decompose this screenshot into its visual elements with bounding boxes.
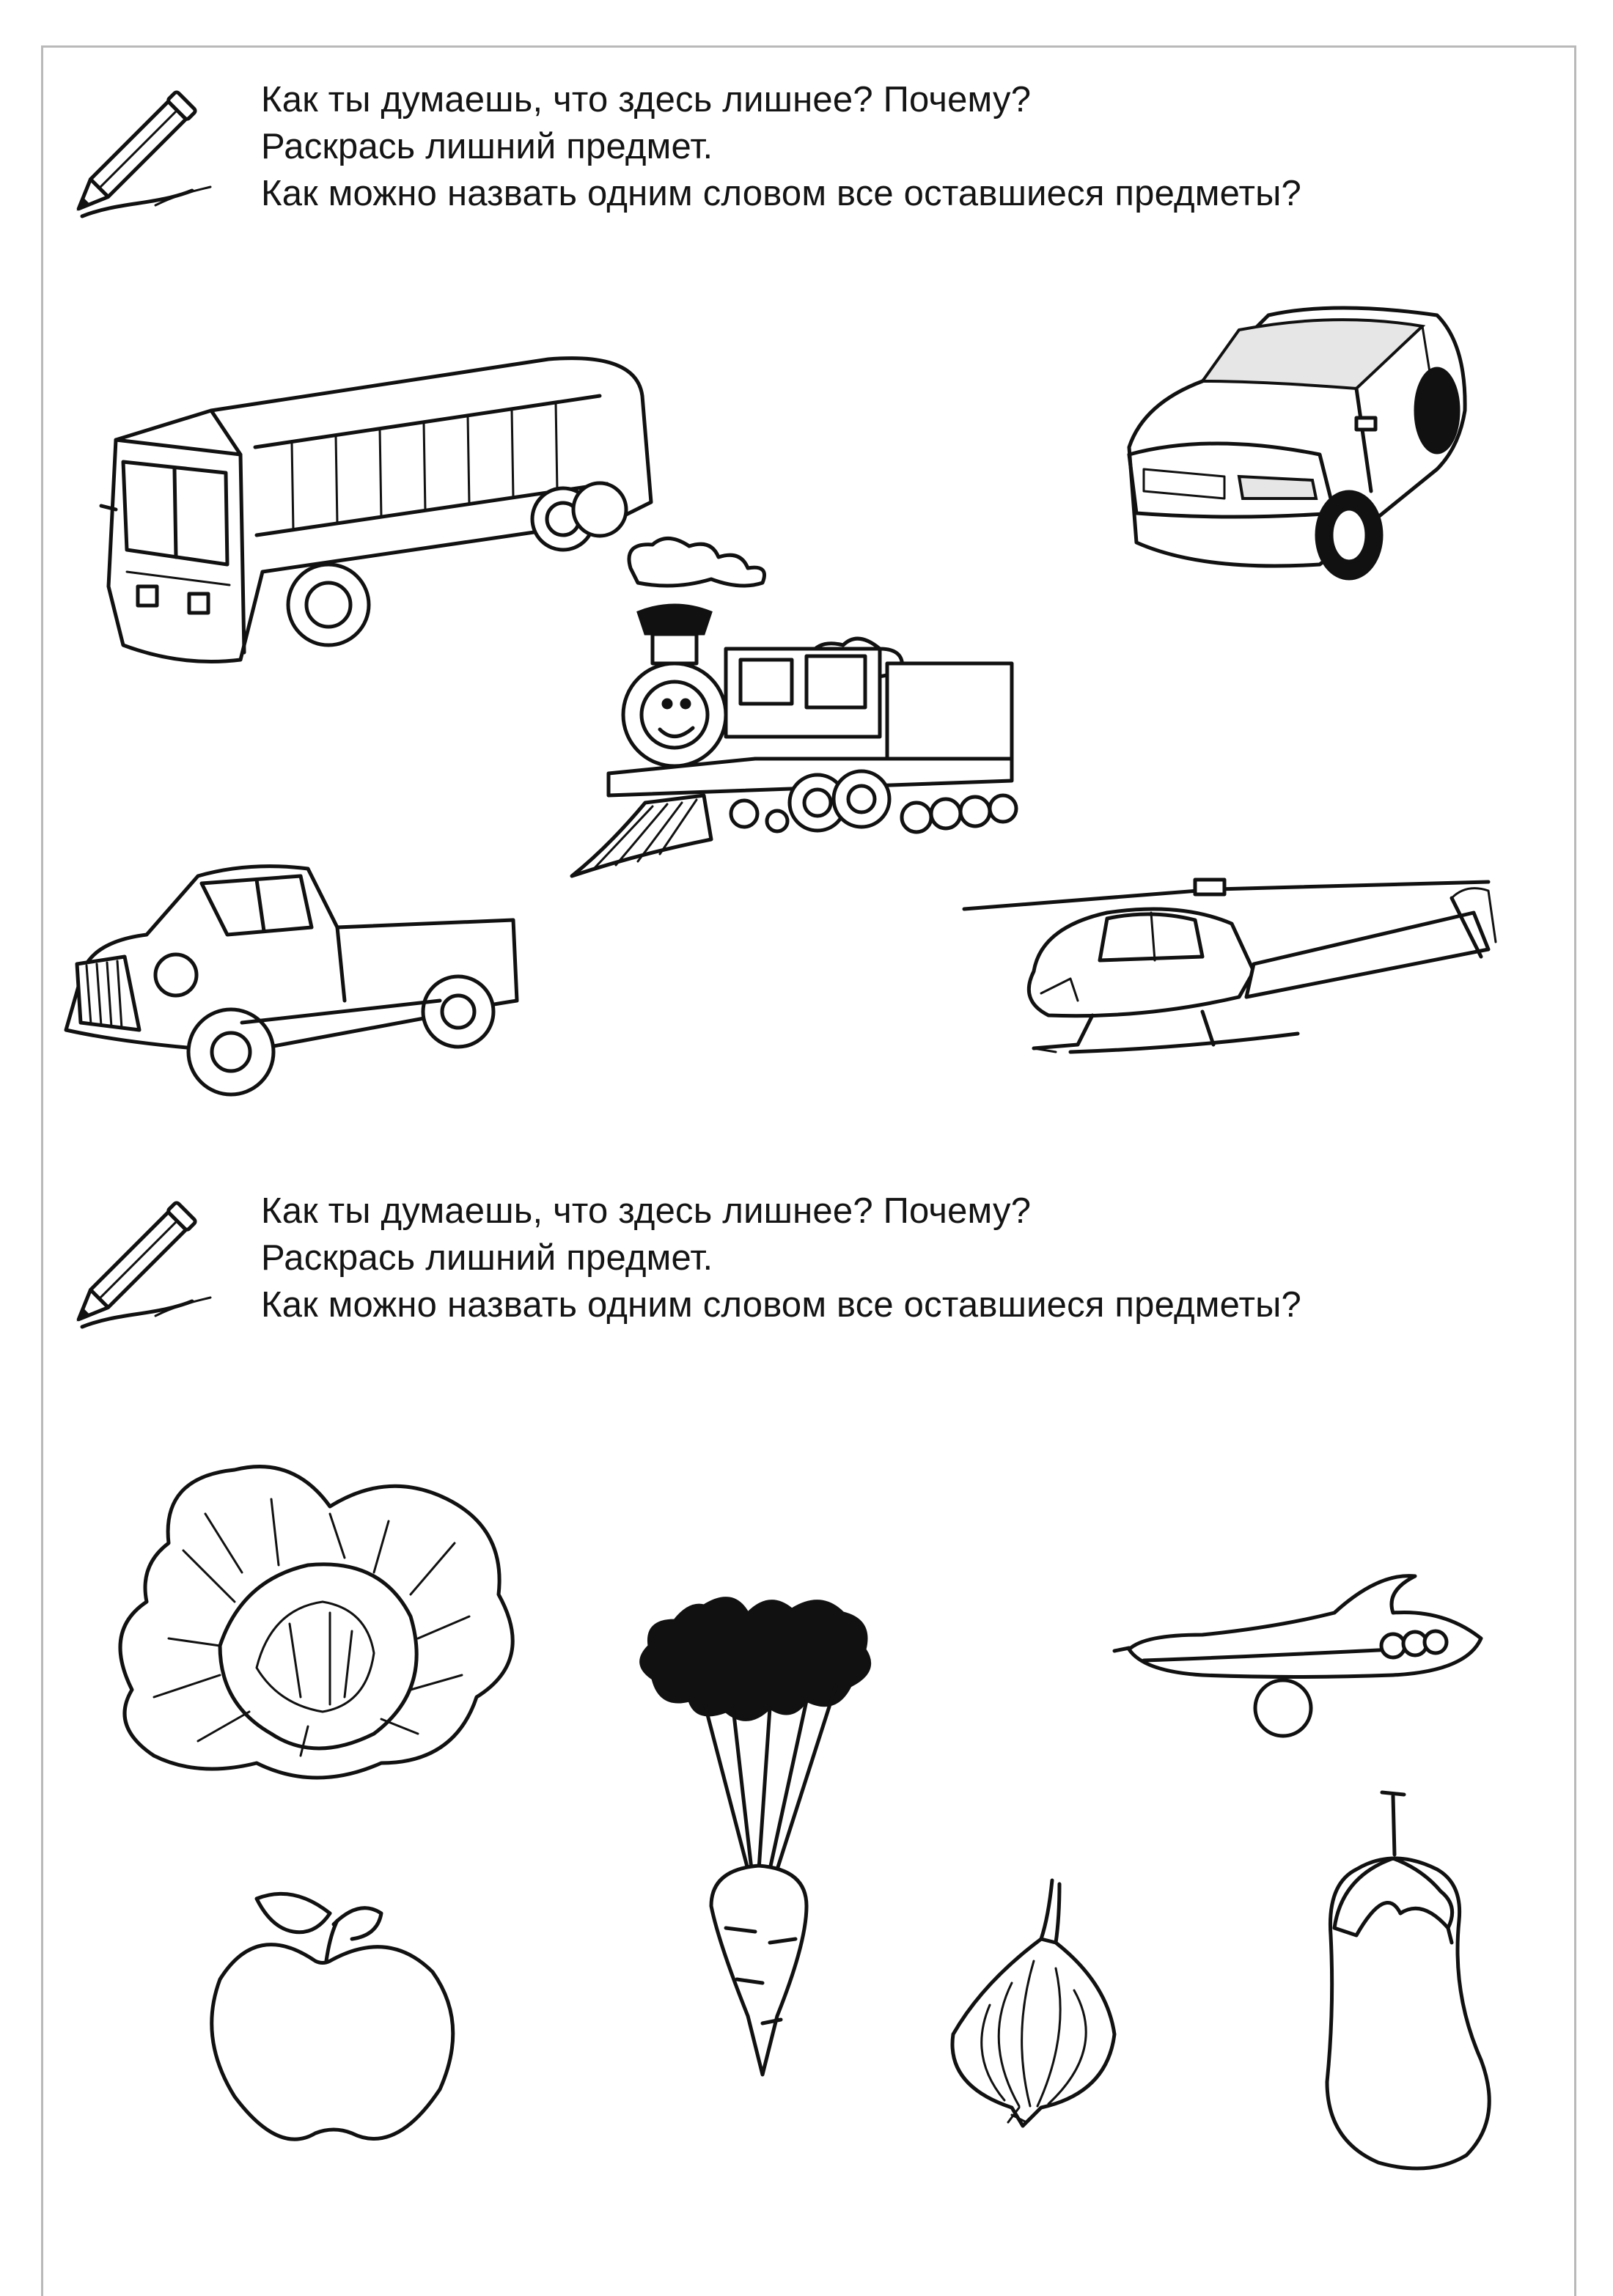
onion-picture[interactable] — [938, 1873, 1129, 2130]
task-1-color-instruction: Раскрась лишний предмет. — [261, 127, 713, 166]
task-2-generalize-question: Как можно назвать одним словом все оставшиеся предметы? — [261, 1285, 1301, 1325]
apple-picture[interactable] — [205, 1891, 469, 2163]
cabbage-picture[interactable] — [110, 1455, 528, 1792]
pea-pod-picture[interactable] — [1100, 1569, 1496, 1745]
pencil-icon — [67, 1177, 221, 1334]
task-1-instructions — [261, 76, 1301, 217]
task-1-generalize-question: Как можно назвать одним словом все оставшиеся предметы? — [261, 174, 1301, 213]
task-2-instructions — [261, 1188, 1301, 1328]
steam-locomotive-picture[interactable] — [565, 539, 1019, 883]
carrot-picture[interactable] — [631, 1591, 880, 2089]
car-picture[interactable] — [1114, 301, 1470, 572]
pencil-icon — [67, 66, 221, 224]
task-1-question: Как ты думаешь, что здесь лишнее? Почему? — [261, 80, 1032, 119]
task-2-color-instruction: Раскрась лишний предмет. — [261, 1238, 713, 1278]
task-2-question: Как ты думаешь, что здесь лишнее? Почему? — [261, 1191, 1032, 1231]
eggplant-picture[interactable] — [1312, 1789, 1503, 2170]
helicopter-picture[interactable] — [960, 869, 1503, 1089]
pickup-truck-picture[interactable] — [59, 854, 528, 1096]
